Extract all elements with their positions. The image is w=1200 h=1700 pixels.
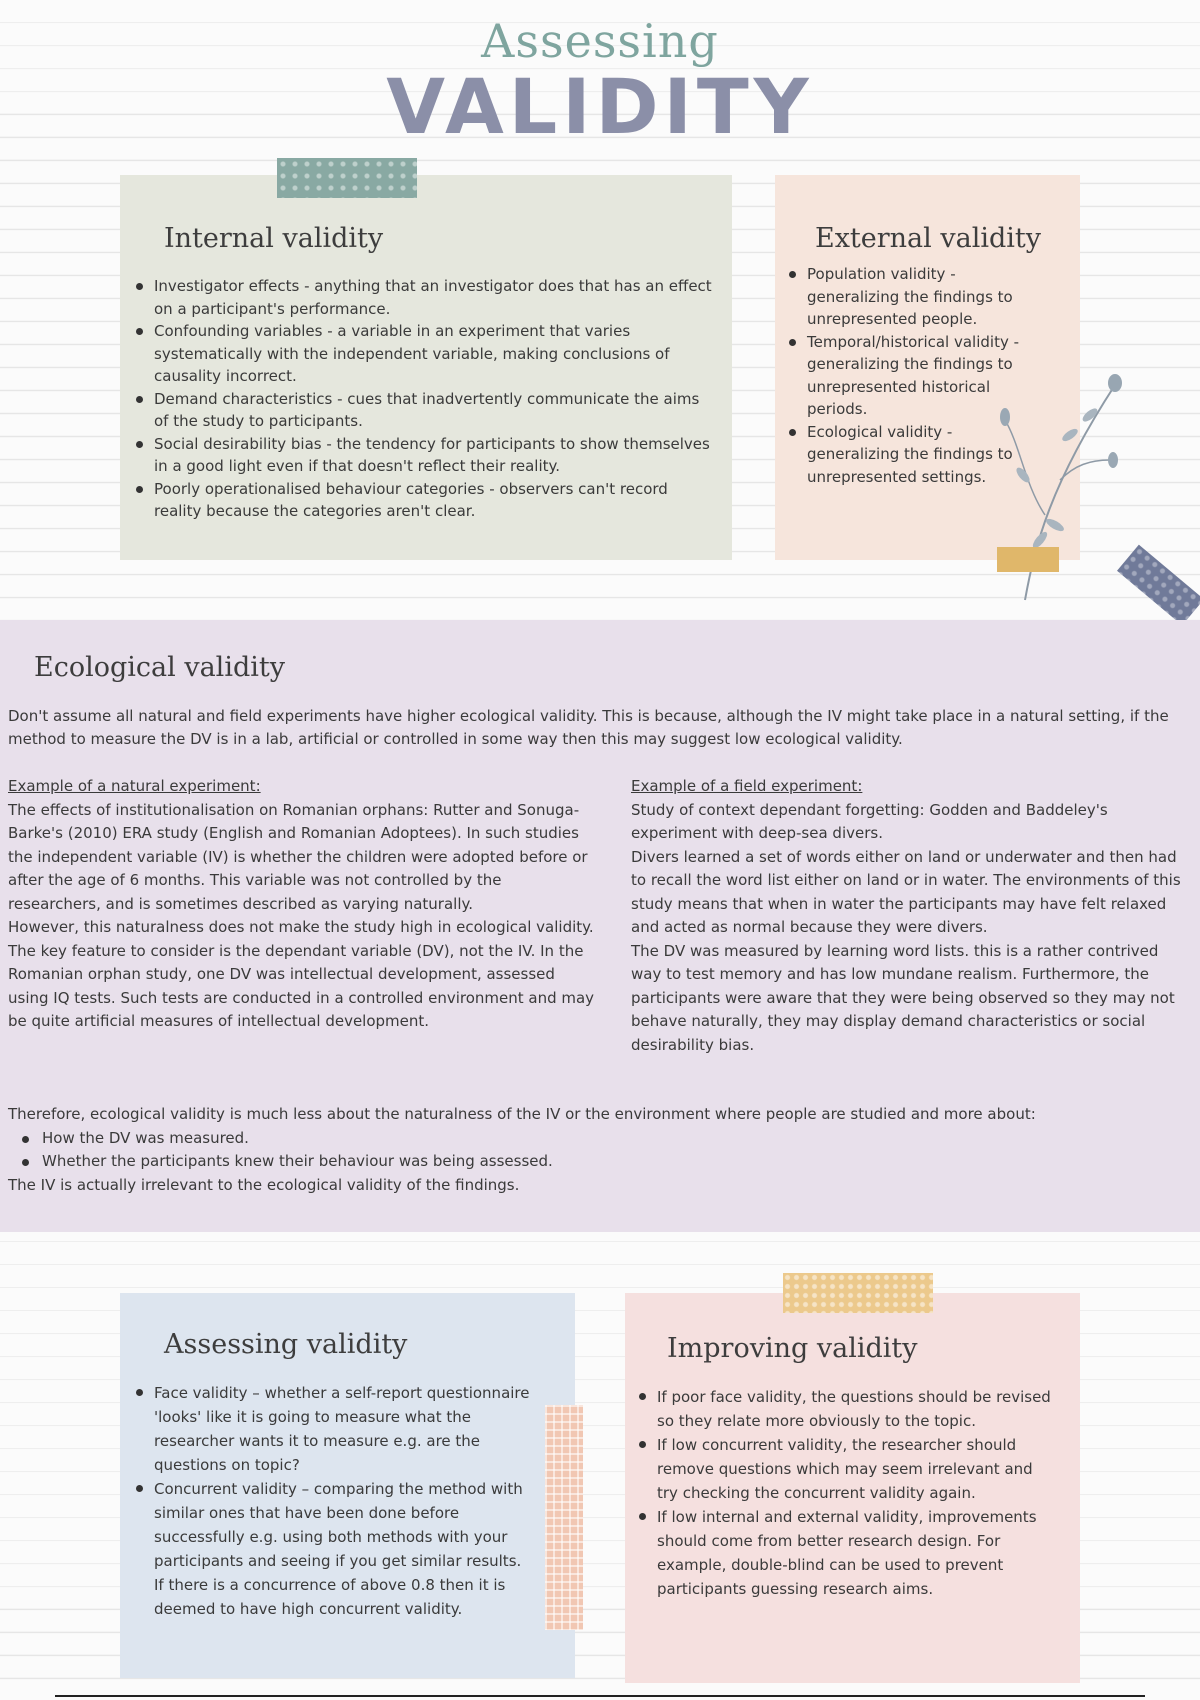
list-item: Ecological validity - generalizing the findings to unrepresented settings. <box>785 421 1035 489</box>
washi-tape-peach-grid <box>545 1405 583 1630</box>
natural-experiment-heading: Example of a natural experiment: <box>8 777 261 795</box>
list-item: Investigator effects - anything that an investigator does that has an effect on a participant's performance. <box>132 275 717 320</box>
conclusion-lead: Therefore, ecological validity is much less about the naturalness of the IV or the environment where people are studied and more about: <box>8 1105 1036 1123</box>
washi-tape-yellow <box>783 1273 933 1313</box>
list-item: Concurrent validity – comparing the method with similar ones that have been done before successfully e.g. using both methods with your participants and seeing if you get similar results. If there is a concurrence of above 0.8 then it is deemed to have high concurrent validity. <box>132 1477 532 1621</box>
ecological-validity-section <box>0 620 1200 1232</box>
assessing-validity-heading: Assessing validity <box>164 1329 408 1360</box>
assessing-validity-list <box>132 1381 532 1621</box>
internal-validity-heading: Internal validity <box>164 223 384 254</box>
list-item: If low internal and external validity, improvements should come from better research design. For example, double-blind can be used to prevent participants guessing research aims. <box>635 1505 1055 1601</box>
internal-validity-card <box>120 175 732 560</box>
natural-experiment-paragraph: However, this naturalness does not make the study high in ecological validity. The key feature to consider is the dependant variable (DV), not the IV. In the Romanian orphan study, one DV was intellectual development, assessed using IQ tests. Such tests are conducted in a controlled environment and may be quite artificial measures of intellectual development. <box>8 918 595 1030</box>
conclusion-end: The IV is actually irrelevant to the ecological validity of the findings. <box>8 1175 520 1194</box>
list-item: Demand characteristics - cues that inadvertently communicate the aims of the study to participants. <box>132 388 717 433</box>
bottom-divider <box>55 1695 1145 1697</box>
list-item: Social desirability bias - the tendency for participants to show themselves in a good light even if that doesn't reflect their reality. <box>132 433 717 478</box>
list-item: Temporal/historical validity - generalizing the findings to unrepresented historical periods. <box>785 331 1035 421</box>
list-item: How the DV was measured. <box>8 1127 1193 1151</box>
field-experiment-column <box>631 775 1191 1057</box>
list-item: Population validity - generalizing the findings to unrepresented people. <box>785 263 1035 331</box>
improving-validity-card <box>625 1293 1080 1683</box>
ecological-intro: Don't assume all natural and field experiments have higher ecological validity. This is because, although the IV might take place in a natural setting, if the method to measure the DV is in a lab, artificial or controlled in some way then this may suggest low ecological validity. <box>8 707 1169 748</box>
list-item: If poor face validity, the questions should be revised so they relate more obviously to the topic. <box>635 1385 1055 1433</box>
list-item: Poorly operationalised behaviour categories - observers can't record reality because the categories aren't clear. <box>132 478 717 523</box>
field-experiment-paragraph: The DV was measured by learning word lists. this is a rather contrived way to test memory and has low mundane realism. Furthermore, the participants were aware that they were being observed so they may not behave naturally, they may display demand characteristics or social desirability bias. <box>631 941 1175 1054</box>
ecological-validity-heading: Ecological validity <box>34 652 285 683</box>
page-subtitle: Assessing <box>481 14 719 68</box>
list-item: Whether the participants knew their behaviour was being assessed. <box>8 1150 1193 1174</box>
external-validity-heading: External validity <box>815 223 1042 254</box>
internal-validity-list <box>132 275 717 523</box>
field-experiment-paragraph: Study of context dependant forgetting: Godden and Baddeley's experiment with deep-sea divers. <box>631 800 1108 842</box>
list-item: If low concurrent validity, the researcher should remove questions which may seem irrelevant and try checking the concurrent validity again. <box>635 1433 1055 1505</box>
improving-validity-list <box>635 1385 1055 1601</box>
conclusion-list <box>8 1127 1193 1174</box>
natural-experiment-paragraph: The effects of institutionalisation on Romanian orphans: Rutter and Sonuga-Barke's (2010) ERA study (English and Romanian Adoptees). In such studies the independent variable (IV) is whether the children were adopted before or after the age of 6 months. This variable was not controlled by the researchers, and is sometimes described as varying naturally. <box>8 800 588 913</box>
ecological-conclusion <box>8 1103 1193 1197</box>
list-item: Face validity – whether a self-report questionnaire 'looks' like it is going to measure what the researcher wants it to measure e.g. are the questions on topic? <box>132 1381 532 1477</box>
natural-experiment-column <box>8 775 598 1034</box>
assessing-validity-card <box>120 1293 575 1678</box>
page-title: VALIDITY <box>386 62 814 151</box>
field-experiment-paragraph: Divers learned a set of words either on land or underwater and then had to recall the word list either on land or in water. The environments of this study means that when in water the participants may have felt relaxed and acted as normal because they were divers. <box>631 847 1181 936</box>
field-experiment-heading: Example of a field experiment: <box>631 777 863 795</box>
list-item: Confounding variables - a variable in an experiment that varies systematically with the independent variable, making conclusions of causality incorrect. <box>132 320 717 388</box>
washi-tape-mustard <box>997 547 1059 572</box>
improving-validity-heading: Improving validity <box>667 1333 918 1364</box>
washi-tape-teal <box>277 158 417 198</box>
